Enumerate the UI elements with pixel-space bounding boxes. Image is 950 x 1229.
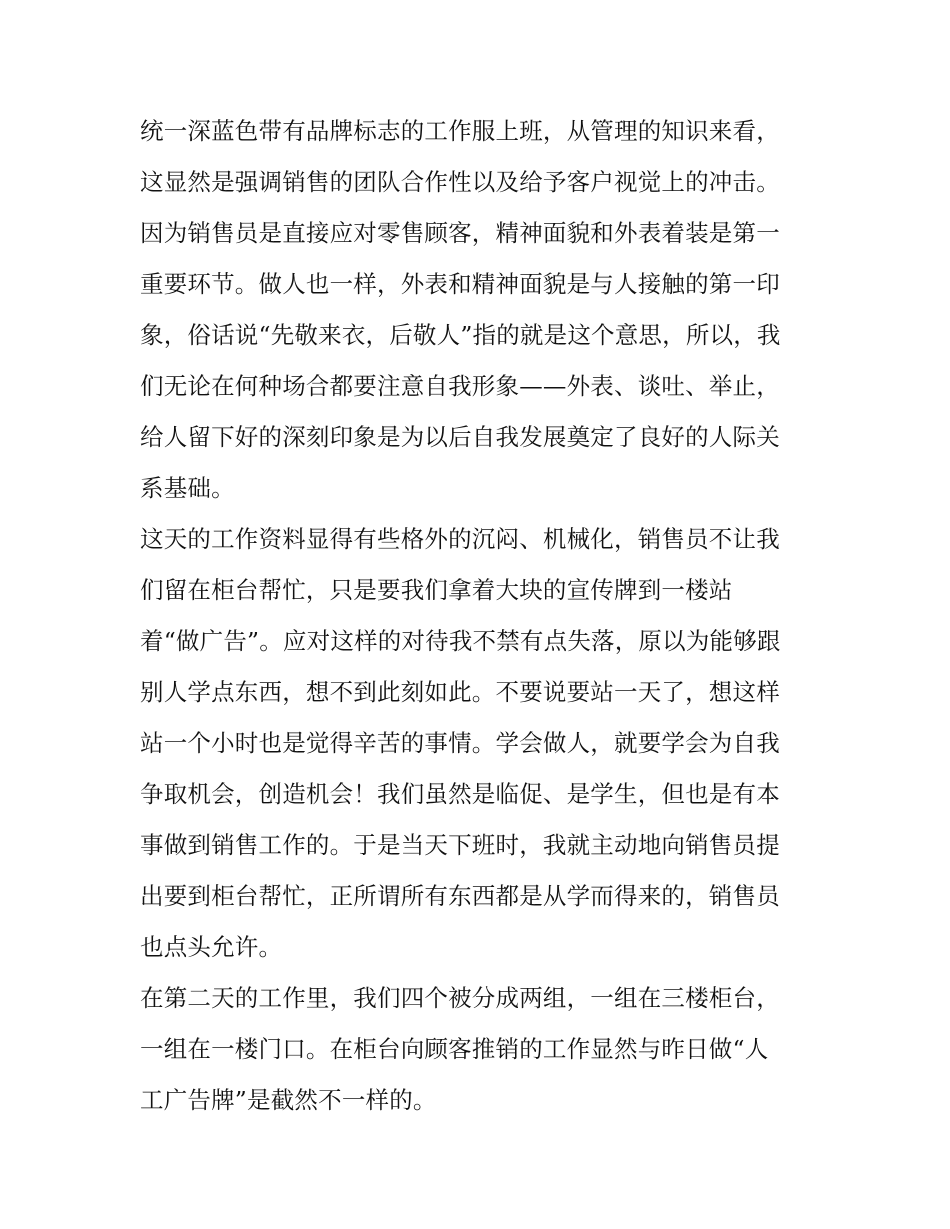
text-line: 系基础。 — [140, 474, 235, 502]
text-line: 也点头允许。 — [140, 933, 283, 961]
text-line: 给人留下好的深刻印象是为以后自我发展奠定了良好的人际关 — [140, 423, 780, 451]
text-line: 一组在一楼门口。在柜台向顾客推销的工作显然与昨日做“人 — [140, 1035, 769, 1063]
text-line: 事做到销售工作的。于是当天下班时，我就主动地向销售员提 — [140, 831, 780, 859]
text-line: 这天的工作资料显得有些格外的沉闷、机械化，销售员不让我 — [140, 525, 780, 553]
text-line: 因为销售员是直接应对零售顾客，精神面貌和外表着装是第一 — [140, 219, 780, 247]
text-line: 们留在柜台帮忙，只是要我们拿着大块的宣传牌到一楼站 — [140, 576, 733, 604]
text-line: 出要到柜台帮忙，正所谓所有东西都是从学而得来的，销售员 — [140, 882, 780, 910]
text-line: 象，俗话说“先敬来衣，后敬人”指的就是这个意思，所以，我 — [140, 321, 781, 349]
text-line: 重要环节。做人也一样，外表和精神面貌是与人接触的第一印 — [140, 270, 780, 298]
text-line: 争取机会，创造机会！我们虽然是临促、是学生，但也是有本 — [140, 780, 780, 808]
text-line: 别人学点东西，想不到此刻如此。不要说要站一天了，想这样 — [140, 678, 780, 706]
text-line: 工广告牌”是截然不一样的。 — [140, 1086, 437, 1114]
text-line: 着“做广告”。应对这样的对待我不禁有点失落，原以为能够跟 — [140, 627, 781, 655]
body-text — [140, 106, 820, 1126]
text-line: 在第二天的工作里，我们四个被分成两组，一组在三楼柜台， — [140, 984, 780, 1012]
text-line: 这显然是强调销售的团队合作性以及给予客户视觉上的冲击。 — [140, 168, 780, 196]
text-line: 站一个小时也是觉得辛苦的事情。学会做人，就要学会为自我 — [140, 729, 780, 757]
text-line: 们无论在何种场合都要注意自我形象——外表、谈吐、举止， — [140, 372, 780, 400]
text-line: 统一深蓝色带有品牌标志的工作服上班，从管理的知识来看， — [140, 117, 780, 145]
